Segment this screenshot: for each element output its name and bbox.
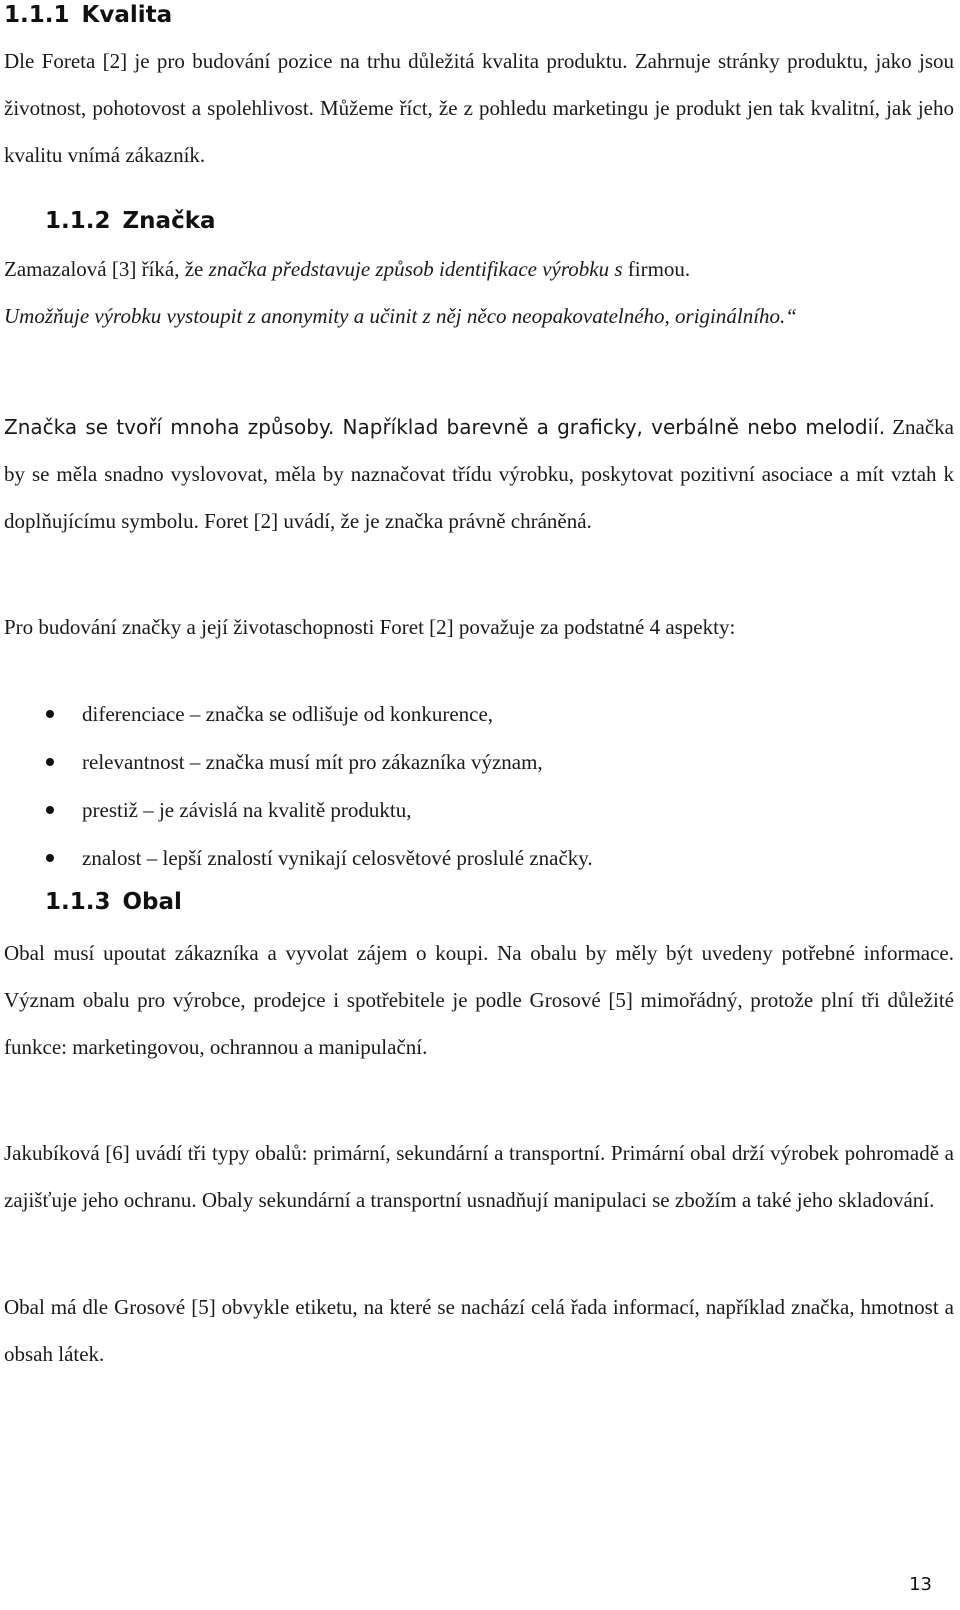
paragraph-obal-3: Obal má dle Grosové [5] obvykle etiketu, na které se nachází celá řada informací, například značka, hmotnost a obsah látek.: [4, 1295, 954, 1366]
list-item: prestiž – je závislá na kvalitě produktu,: [40, 786, 593, 834]
heading-number: 1.1.2: [45, 208, 111, 234]
paragraph-kvalita: Dle Foreta [2] je pro budování pozice na trhu důležitá kvalita produktu. Zahrnuje stránky produktu, jako jsou životnost, pohotovost a spolehlivost. Můžeme říct, že z pohledu marketingu je produkt jen tak kvalitní, jak jeho kvalitu vnímá zákazník.: [4, 49, 954, 167]
heading-number: 1.1.1: [4, 2, 70, 28]
heading-znacka: [45, 206, 216, 236]
text-intro: Zamazalová [3] říká, že: [4, 257, 209, 281]
bullet-icon: [46, 854, 54, 862]
bullet-icon: [46, 758, 54, 766]
paragraph-znacka-definition: [4, 246, 954, 340]
list-item: relevantnost – značka musí mít pro zákazníka význam,: [40, 738, 593, 786]
bullet-icon: [46, 710, 54, 718]
list-item: znalost – lepší znalostí vynikají celosvětové proslulé značky.: [40, 834, 593, 882]
heading-number: 1.1.3: [45, 889, 111, 915]
paragraph-obal-1: Obal musí upoutat zákazníka a vyvolat zájem o koupi. Na obalu by měly být uvedeny potřebné informace. Význam obalu pro výrobce, prodejce i spotřebitele je podle Grosové [5] mimořádný, protože plní tři důležité funkce: marketingovou, ochrannou a manipulační.: [4, 941, 954, 1059]
heading-obal: [45, 887, 182, 917]
heading-kvalita: [4, 0, 172, 30]
page-number: 13: [909, 1574, 932, 1595]
text-sans: Značka se tvoří mnoha způsoby. Například barevně a graficky, verbálně nebo melodií.: [4, 415, 886, 439]
bullet-icon: [46, 806, 54, 814]
text-rest: firmou.: [622, 257, 691, 281]
paragraph-obal-2: Jakubíková [6] uvádí tři typy obalů: primární, sekundární a transportní. Primární obal drží výrobek pohromadě a zajišťuje jeho ochranu. Obaly sekundární a transportní usnadňují manipulaci se zbožím a také jeho skladování.: [4, 1141, 954, 1212]
heading-title: Kvalita: [81, 2, 173, 28]
list-item: diferenciace – značka se odlišuje od konkurence,: [40, 690, 593, 738]
aspects-list: [40, 690, 593, 882]
text-quote-continued: Umožňuje výrobku vystoupit z anonymity a učinit z něj něco neopakovatelného, originálního.“: [4, 304, 797, 328]
paragraph-znacka-aspects: Pro budování značky a její životaschopnosti Foret [2] považuje za podstatné 4 aspekty:: [4, 615, 736, 639]
heading-title: Značka: [122, 208, 216, 234]
text-rest: Značka by se měla snadno vyslovovat, měla by naznačovat třídu výrobku, poskytovat pozitivní asociace a mít vztah k doplňujícímu symbolu. Foret [2] uvádí, že je značka právně chráněná.: [4, 415, 954, 533]
heading-title: Obal: [122, 889, 182, 915]
paragraph-znacka-creation: [4, 404, 954, 545]
text-quote: značka představuje způsob identifikace výrobku s: [208, 257, 623, 281]
